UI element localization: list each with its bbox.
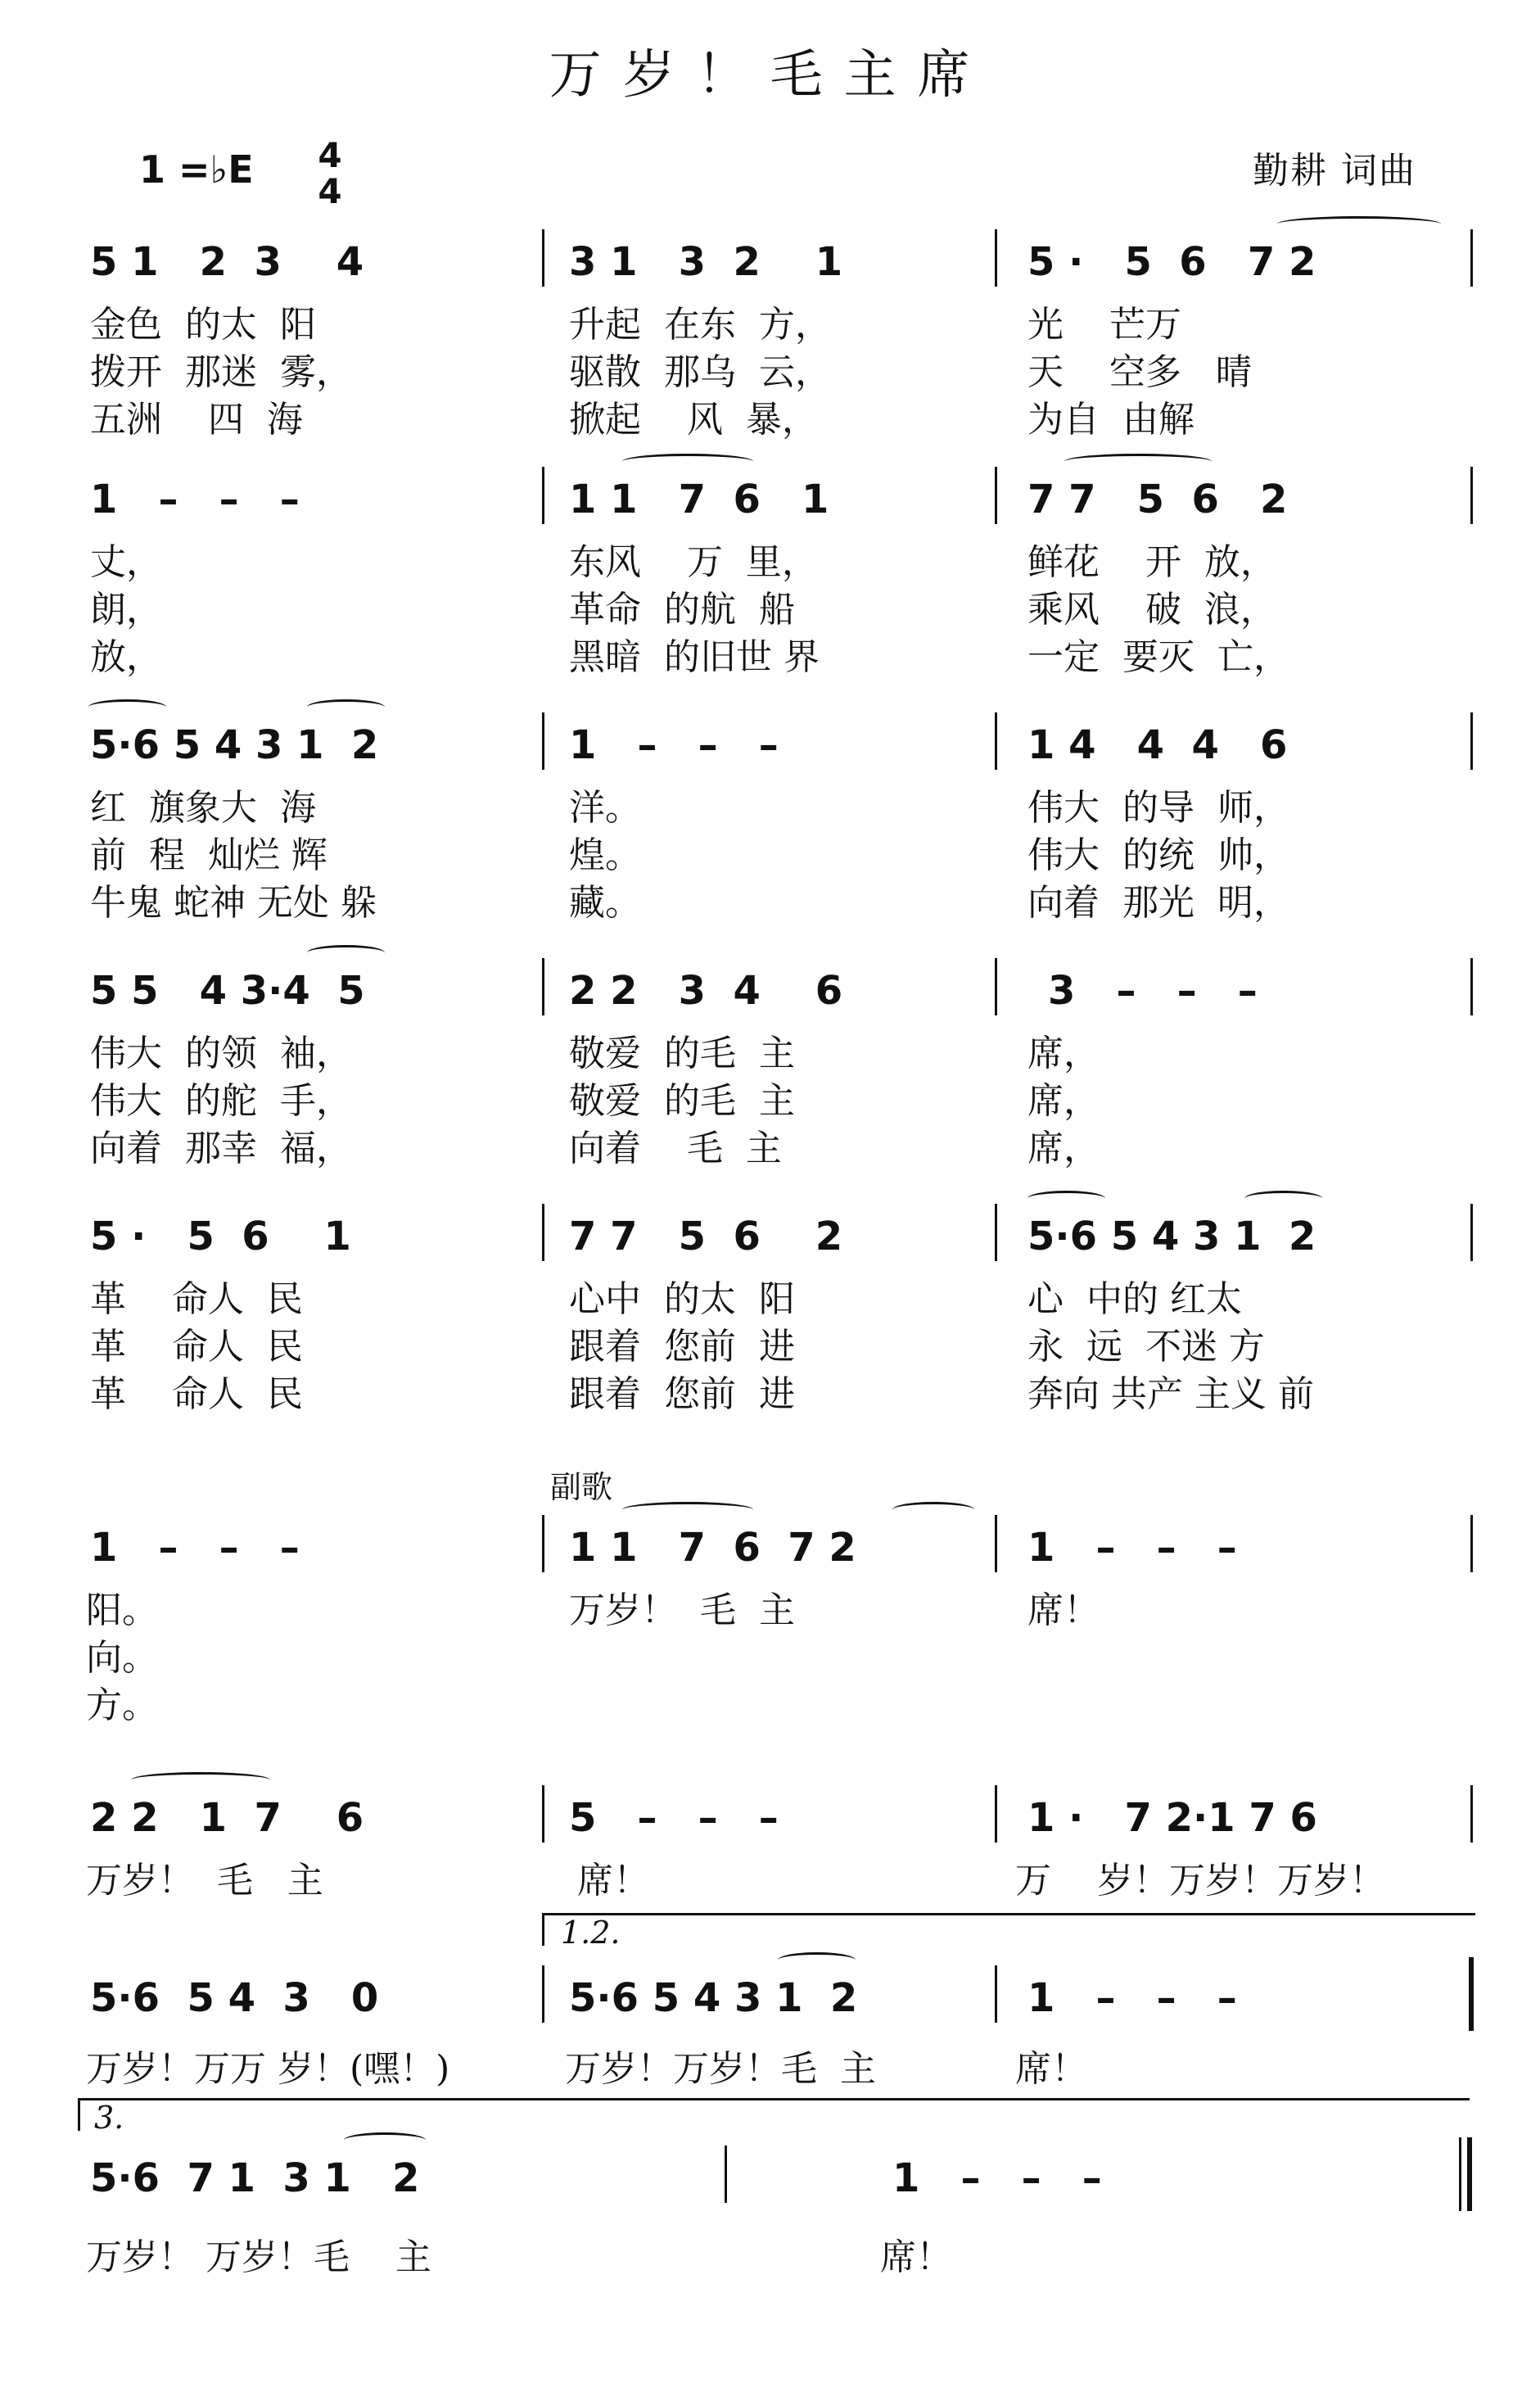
melody-measure-1: 5·6 5 4 3 0 [90,1975,379,2021]
melody-measure-1: 1 – – – [90,477,300,522]
barline [542,467,544,524]
melody-measure-1: 5 5 4 3·4 5 [90,968,365,1014]
lyric-verse-3: 向着 那光 明， [1027,882,1289,924]
barline [995,229,997,287]
lyric-verse-1: 心中 的太 阳 [569,1278,795,1320]
melody-measure-2: 2 2 3 4 6 [569,968,843,1014]
chorus-label: 副歌 [550,1469,613,1505]
lyric-verse-1: 丈， [90,541,162,583]
barline [995,467,997,524]
lyric-verse-2: 伟大 的舵 手， [90,1080,352,1122]
lyric-verse-2: 跟着 您前 进 [569,1326,795,1368]
barline [995,1965,997,2023]
barline [1470,1515,1473,1572]
melody-measure-2: 3 1 3 2 1 [569,239,843,285]
slur [307,945,385,961]
volta-bracket-1-2 [542,1913,1475,1915]
barline [542,1965,544,2023]
lyric-line: 席！ [577,1860,649,1901]
lyric-line: 万 岁！万岁！万岁！ [1015,1860,1385,1901]
lyric-verse-3: 掀起 风 暴， [569,399,818,441]
final-barline-thin [1459,2137,1461,2211]
volta-bracket-3-edge [78,2098,80,2131]
barline [995,1515,997,1572]
lyric-verse-3: 方。 [86,1684,158,1726]
melody-measure-3: 1 · 7 2·1 7 6 [1027,1795,1317,1841]
lyric-verse-3: 一定 要灭 亡， [1027,636,1289,678]
barline [995,1204,997,1261]
slur [1064,454,1212,469]
lyric-verse-1: 万岁！ 毛 主 [569,1589,795,1631]
lyric-verse-1: 鲜花 开 放， [1027,541,1276,583]
lyric-line: 万岁！ 万岁！毛 主 [86,2236,431,2278]
lyric-verse-3: 向着 那幸 福， [90,1128,352,1169]
barline [542,1204,544,1261]
lyric-verse-1: 革 命人 民 [90,1278,303,1320]
slur [892,1502,974,1517]
lyric-verse-1: 红 旗象大 海 [90,787,316,829]
lyric-verse-2: 伟大 的统 帅， [1027,834,1289,876]
lyric-verse-1: 敬爱 的毛 主 [569,1033,795,1074]
lyric-verse-2: 朗， [90,589,162,631]
lyric-verse-2: 煌。 [569,834,641,876]
lyric-verse-3: 跟着 您前 进 [569,1373,795,1415]
lyric-verse-2: 拨开 那迷 雾， [90,351,352,393]
lyric-verse-1: 洋。 [569,787,641,829]
melody-measure-2: 5 – – – [569,1795,779,1841]
barline [995,958,997,1015]
melody-measure-2: 5·6 5 4 3 1 2 [569,1975,858,2021]
barline [1470,467,1473,524]
lyric-verse-3: 向着 毛 主 [569,1128,782,1169]
melody-measure-3: 3 – – – [1048,968,1258,1014]
lyric-verse-1: 阳。 [86,1589,158,1631]
barline [1470,958,1473,1015]
time-signature [315,135,345,211]
volta-bracket-1-2-edge [542,1913,544,1946]
time-signature-bottom: 4 [318,171,342,211]
melody-measure-2: 1 1 7 6 1 [569,477,829,522]
melody-measure-1: 5 1 2 3 4 [90,239,364,285]
barline [542,1785,544,1843]
lyric-line: 席！ [880,2236,952,2278]
slur [307,699,385,715]
barline [1470,229,1473,287]
lyric-verse-1: 席， [1027,1033,1100,1074]
repeat-barline [1469,1957,1474,2031]
lyric-verse-2: 革命 的航 船 [569,589,795,631]
melody-measure-3: 5 · 5 6 7 2 [1027,239,1316,285]
time-signature-top: 4 [318,135,342,175]
melody-measure-3: 7 7 5 6 2 [1027,477,1288,522]
barline [995,1785,997,1843]
lyric-verse-3: 革 命人 民 [90,1373,303,1415]
lyric-verse-1: 心 中的 红太 [1027,1278,1242,1320]
slur [88,699,166,715]
lyric-line: 万岁！万万 岁！(嘿！) [86,2048,450,2090]
lyric-line: 万岁！万岁！毛 主 [565,2048,876,2090]
lyric-line: 席！ [1015,2048,1087,2090]
melody-measure-2: 7 7 5 6 2 [569,1214,843,1259]
lyric-verse-1: 东风 万 里， [569,541,818,583]
volta-number-3: 3. [94,2100,124,2136]
melody-measure-1: 2 2 1 7 6 [90,1795,364,1841]
melody-measure-1: 5·6 7 1 3 1 2 [90,2155,420,2201]
barline [1470,712,1473,770]
volta-bracket-3 [78,2098,1470,2100]
lyric-verse-2: 永 远 不迷 方 [1027,1326,1265,1368]
lyric-verse-2: 席， [1027,1080,1100,1122]
melody-measure-3: 1 – – – [1027,1975,1237,2021]
slur [131,1772,270,1788]
lyric-verse-1: 席！ [1027,1589,1100,1631]
system-1 [0,221,1540,467]
barline [542,958,544,1015]
lyric-verse-2: 前 程 灿烂 辉 [90,834,327,876]
volta-number-1-2: 1.2. [561,1915,621,1951]
lyric-verse-2: 革 命人 民 [90,1326,303,1368]
barline [995,712,997,770]
barline [542,1515,544,1572]
slur [622,1502,753,1517]
author-credit: 勤耕 词曲 [1253,150,1416,192]
melody-measure-3: 5·6 5 4 3 1 2 [1027,1214,1316,1259]
melody-measure-3: 1 4 4 4 6 [1027,722,1288,768]
melody-measure-2: 1 1 7 6 7 2 [569,1525,856,1571]
melody-measure-2: 1 – – – [892,2155,1102,2201]
key-signature: 1 =♭E [139,147,254,192]
lyric-verse-1: 光 芒万 [1027,304,1181,346]
lyric-verse-2: 驱散 那乌 云， [569,351,831,393]
lyric-verse-1: 伟大 的导 师， [1027,787,1289,829]
lyric-verse-3: 为自 由解 [1027,399,1195,441]
barline [542,229,544,287]
final-barline [1467,2137,1472,2211]
slur [1244,1191,1322,1206]
lyric-verse-2: 向。 [86,1637,158,1679]
system-2 [0,459,1540,704]
lyric-verse-3: 牛鬼 蛇神 无处 躲 [90,882,377,924]
slur [1277,216,1441,232]
lyric-verse-3: 奔向 共产 主义 前 [1027,1373,1314,1415]
system-3 [0,704,1540,950]
lyric-verse-3: 放， [90,636,162,678]
barline [725,2146,727,2203]
slur [344,2132,426,2148]
lyric-verse-3: 五洲 四 海 [90,399,303,441]
system-5 [0,1196,1540,1441]
slur [1027,1191,1105,1206]
melody-measure-2: 1 – – – [569,722,779,768]
lyric-verse-2: 乘风 破 浪， [1027,589,1276,631]
lyric-line: 万岁！ 毛 主 [86,1860,323,1901]
lyric-verse-3: 藏。 [569,882,641,924]
barline [1470,1785,1473,1843]
barline [1470,1204,1473,1261]
system-6 [0,1507,1540,1752]
lyric-verse-1: 金色 的太 阳 [90,304,316,346]
system-9 [0,2137,1540,2383]
melody-measure-1: 1 – – – [90,1525,300,1571]
lyric-verse-2: 敬爱 的毛 主 [569,1080,795,1122]
lyric-verse-1: 升起 在东 方， [569,304,831,346]
slur [622,454,753,469]
system-4 [0,950,1540,1196]
lyric-verse-2: 天 空多 晴 [1027,351,1252,393]
melody-measure-1: 5 · 5 6 1 [90,1214,351,1259]
lyric-verse-3: 黑暗 的旧世 界 [569,636,820,678]
lyric-verse-3: 席， [1027,1128,1100,1169]
melody-measure-3: 1 – – – [1027,1525,1237,1571]
song-title: 万岁！毛主席 [549,45,991,106]
slur [778,1952,856,1968]
melody-measure-1: 5·6 5 4 3 1 2 [90,722,379,768]
lyric-verse-1: 伟大 的领 袖， [90,1033,352,1074]
barline [542,712,544,770]
